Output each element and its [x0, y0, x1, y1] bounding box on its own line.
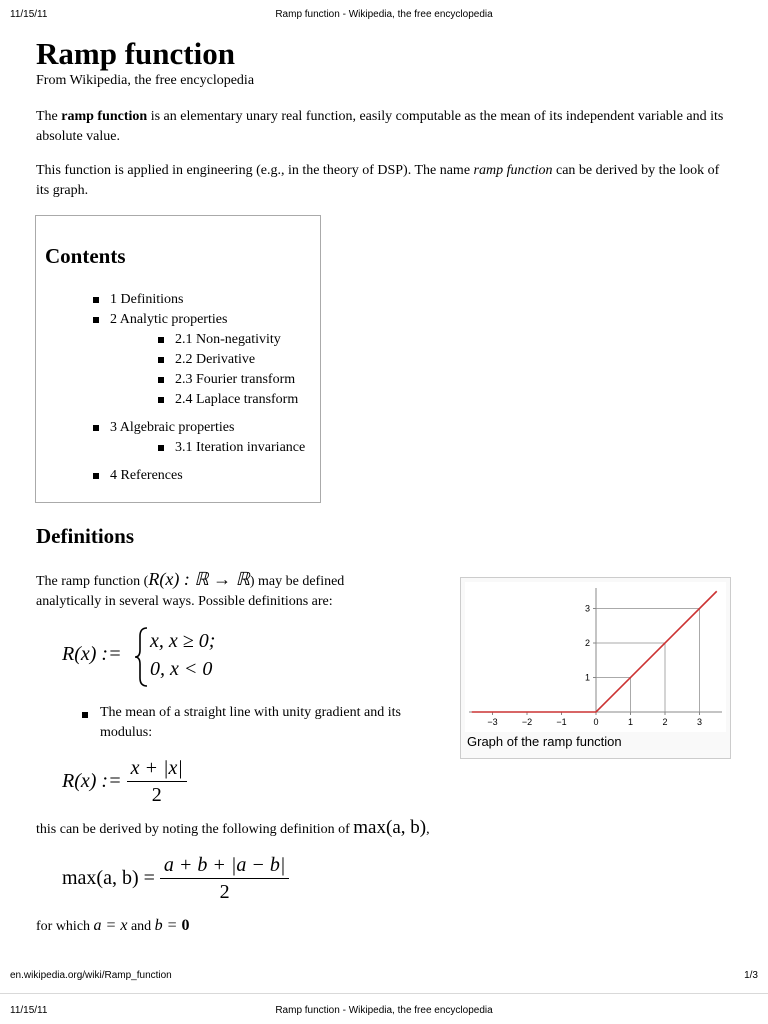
- brace-icon: [134, 626, 150, 688]
- definitions-intro-line2: analytically in several ways. Possible definitions are:: [36, 594, 333, 609]
- print-header: [10, 9, 758, 23]
- y-tick-label-0: 1: [584, 672, 590, 683]
- next-page-date: 11/15/11: [10, 1005, 48, 1016]
- application-paragraph: This function is applied in engineering (e.g., in the theory of DSP). The name ramp function can be derived by the look of its graph.: [36, 163, 720, 198]
- ramp-graph-figure: [460, 577, 731, 759]
- mean-equation: [62, 755, 187, 808]
- next-page-header: [10, 1005, 758, 1019]
- x-tick-label-2: −1: [556, 717, 567, 727]
- ramp-series-line-0: [472, 591, 717, 712]
- italic-term: ramp function: [473, 163, 553, 178]
- section-heading-definitions: Definitions: [36, 524, 135, 548]
- eq2-denominator: 2: [151, 784, 162, 806]
- next-page-title: Ramp function - Wikipedia, the free encyclopedia: [275, 1005, 493, 1016]
- eq3-denominator: 2: [219, 881, 230, 903]
- eq3-lhs: max(a, b) =: [62, 867, 155, 889]
- inline-math-signature: R(x) : ℝ → ℝ: [148, 569, 250, 589]
- toc-item-laplace-transform[interactable]: 2.4 Laplace transform: [175, 391, 298, 409]
- page-title: Ramp function: [36, 36, 235, 71]
- toc-title: Contents: [45, 244, 126, 268]
- eq2-numerator: x + |x|: [127, 755, 187, 782]
- table-of-contents: [35, 215, 321, 503]
- toc-item-derivative[interactable]: 2.2 Derivative: [175, 351, 255, 369]
- intro-paragraph: The ramp function is an elementary unary real function, easily computable as the mean of its independent variable and its absolute value.: [36, 109, 724, 144]
- print-footer: [10, 970, 758, 984]
- y-tick-label-2: 3: [584, 603, 590, 614]
- bold-term: ramp function: [61, 109, 148, 124]
- site-subtitle: From Wikipedia, the free encyclopedia: [36, 73, 255, 88]
- definitions-intro: The ramp function (R(x) : ℝ → ℝ) may be defined: [36, 569, 345, 589]
- x-tick-label-0: −3: [487, 717, 498, 727]
- toc-item-definitions[interactable]: 1 Definitions: [110, 291, 184, 309]
- ramp-graph-plot: [465, 582, 726, 732]
- toc-item-analytic-properties[interactable]: 2 Analytic properties: [110, 311, 227, 329]
- x-tick-label-6: 3: [696, 717, 703, 727]
- eq3-fraction: [160, 852, 289, 905]
- x-tick-label-5: 2: [662, 717, 668, 727]
- toc-item-algebraic-properties[interactable]: 3 Algebraic properties: [110, 419, 234, 437]
- definition-bullet: The mean of a straight line with unity gradient and its modulus:: [82, 703, 422, 743]
- print-date: 11/15/11: [10, 9, 48, 20]
- eq3-numerator: a + b + |a − b|: [160, 852, 289, 879]
- page-url: en.wikipedia.org/wiki/Ramp_function: [10, 970, 172, 981]
- toc-item-non-negativity[interactable]: 2.1 Non-negativity: [175, 331, 281, 349]
- eq1-lhs: R(x) :=: [62, 643, 122, 665]
- piecewise-equation: [62, 626, 262, 688]
- for-which-line: for which a = x and b = 0: [36, 917, 190, 934]
- toc-item-iteration-invariance[interactable]: 3.1 Iteration invariance: [175, 439, 305, 457]
- page-number: 1/3: [744, 970, 758, 981]
- eq1-case-positive: x, x ≥ 0;: [150, 630, 216, 652]
- max-equation: [62, 852, 289, 905]
- x-tick-label-3: 0: [593, 717, 599, 727]
- x-tick-label-4: 1: [627, 717, 634, 727]
- eq2-fraction: [127, 755, 187, 808]
- ramp-graph-svg: [465, 582, 726, 732]
- bullet-marker: [82, 712, 88, 718]
- inline-math-max: max(a, b): [353, 817, 427, 838]
- toc-item-references[interactable]: 4 References: [110, 467, 183, 485]
- y-tick-label-1: 2: [584, 638, 590, 648]
- eq1-case-negative: 0, x < 0: [150, 658, 213, 680]
- figure-caption: Graph of the ramp function: [467, 734, 622, 749]
- print-title: Ramp function - Wikipedia, the free encyclopedia: [275, 9, 493, 20]
- toc-item-fourier-transform[interactable]: 2.3 Fourier transform: [175, 371, 295, 389]
- x-tick-label-1: −2: [521, 717, 533, 727]
- page-break-divider: [0, 993, 768, 994]
- eq2-lhs: R(x) :=: [62, 770, 122, 792]
- max-note: this can be derived by noting the following definition of max(a, b),: [36, 817, 430, 838]
